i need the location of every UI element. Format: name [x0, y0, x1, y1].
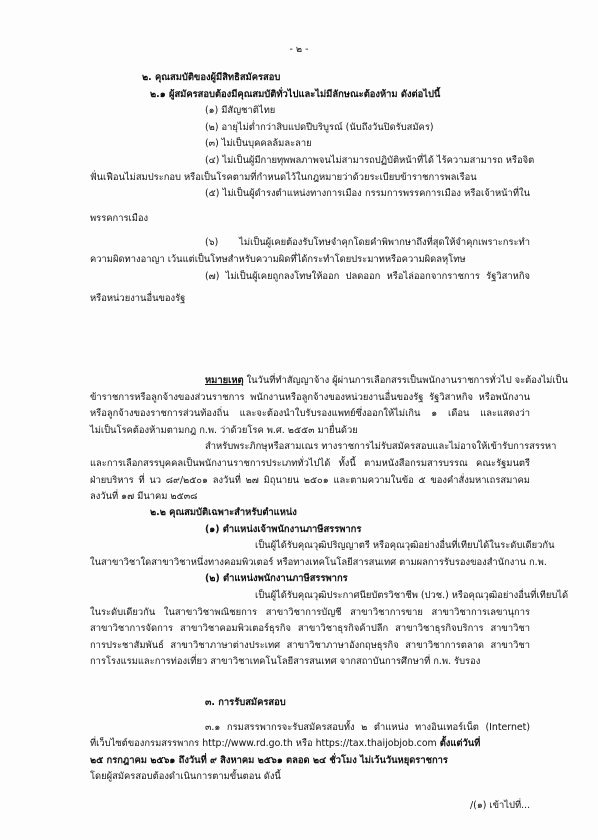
qualification-item-4-line-2: ฟั่นเฟือนไม่สมประกอบ หรือเป็นโรคตามที่กำหนดไว้ในกฎหมายว่าด้วยระเบียบข้าราชการพลเรือน [90, 171, 477, 183]
note-line-2: ข้าราชการหรือลูกจ้างของส่วนราชการ พนักงานหรือลูกจ้างของหน่วยงานอื่นของรัฐ รัฐวิสาหกิจ หรือพนักงาน [90, 391, 530, 403]
monk-note-line-1: สำหรับพระภิกษุหรือสามเณร ทางราชการไม่รับสมัครสอบและไม่อาจให้เข้ารับการสรรหา [205, 441, 557, 453]
section-3-heading: ๓. การรับสมัครสอบ [205, 697, 286, 708]
monk-note-line-2: และการเลือกสรรบุคคลเป็นพนักงานราชการประเภททั่วไปได้ ทั้งนี้ ตามหนังสือกรมสารบรรณ คณะรัฐมนตรี [90, 457, 530, 469]
qualification-item-7-line-1: (๗) ไม่เป็นผู้เคยถูกลงโทษให้ออก ปลดออก หรือไล่ออกจากราชการ รัฐวิสาหกิจ [205, 270, 530, 282]
section-3-1-line-1: ๓.๑ กรมสรรพากรจะรับสมัครสอบทั้ง ๒ ตำแหน่ง ทางอินเทอร์เน็ต (Internet) [205, 721, 530, 733]
qualification-item-3: (๓) ไม่เป็นบุคคลล้มละลาย [205, 138, 312, 150]
position-2-line-5: การโรงแรมและการท่องเที่ยว สาขาวิชาเทคโนโลยีสารสนเทศ จากสถาบันการศึกษาที่ ก.พ. รับรอง [90, 656, 481, 668]
continuation-footer: /(๑) เข้าไปที่... [470, 800, 531, 811]
qualification-item-7-line-2: หรือหน่วยงานอื่นของรัฐ [90, 293, 186, 305]
note-label: หมายเหตุ [205, 375, 244, 386]
note-line-4: ไม่เป็นโรคต้องห้ามตามกฎ ก.พ. ว่าด้วยโรค พ.ศ. ๒๕๕๓ มายื่นด้วย [90, 424, 358, 436]
note-block [90, 373, 568, 506]
section-3-1-websites: ที่เว็บไซต์ของกรมสรรพากร http://www.rd.go.th หรือ https://tax.thaijobjob.com [90, 738, 440, 750]
monk-note-line-3: ฝ่ายบริหาร ที่ นว ๘๙/๒๕๐๑ ลงวันที่ ๒๗ มิถุนายน ๒๕๐๑ และตามความในข้อ ๕ ของคำสั่งมหาเถรสมาคม [90, 474, 530, 486]
section-2-2-heading: ๒.๒ คุณสมบัติเฉพาะสำหรับตำแหน่ง [150, 507, 297, 518]
section-2-heading: ๒. คุณสมบัติของผู้มีสิทธิสมัครสอบ [142, 72, 281, 83]
position-2-line-2: ในระดับเดียวกัน ในสาขาวิชาพณิชยการ สาขาวิชาการบัญชี สาขาวิชาการขาย สาขาวิชาการเลขานุการ [90, 606, 530, 618]
qualification-item-5-line-2: พรรคการเมือง [90, 212, 149, 224]
position-2-heading: (๒) ตำแหน่งพนักงานภาษีสรรพากร [205, 573, 348, 585]
section-2 [90, 70, 535, 308]
position-1-line-1: เป็นผู้ได้รับคุณวุฒิปริญญาตรี หรือคุณวุฒิอย่างอื่นที่เทียบได้ในระดับเดียวกัน [255, 540, 555, 552]
position-2-line-4: การประชาสัมพันธ์ สาขาวิชาภาษาต่างประเทศ สาขาวิชาภาษาอังกฤษธุรกิจ สาขาวิชาการตลาด สาขาวิชา [90, 639, 530, 651]
section-3-1-line-2 [90, 736, 530, 753]
monk-note-line-4: ลงวันที่ ๑๗ มีนาคม ๒๕๓๘ [90, 491, 198, 503]
section-3-1-dates: ๒๕ กรกฎาคม ๒๕๖๑ ถึงวันที่ ๙ สิงหาคม ๒๕๖๑ ตลอด ๒๔ ชั่วโมง ไม่เว้นวันหยุดราชการ [90, 754, 448, 766]
qualification-item-2: (๒) อายุไม่ต่ำกว่าสิบแปดปีบริบูรณ์ (นับถึงวันปิดรับสมัคร) [205, 121, 434, 133]
position-2-line-1: เป็นผู้ได้รับคุณวุฒิประกาศนียบัตรวิชาชีพ (ปวช.) หรือคุณวุฒิอย่างอื่นที่เทียบได้ [255, 589, 569, 601]
position-1-heading: (๑) ตำแหน่งเจ้าพนักงานภาษีสรรพากร [205, 523, 362, 535]
qualification-item-4-line-1: (๔) ไม่เป็นผู้มีกายทุพพลภาพจนไม่สามารถปฏิบัติหน้าที่ได้ ไร้ความสามารถ หรือจิต [205, 154, 535, 166]
note-first-text: ในวันที่ทำสัญญาจ้าง ผู้ผ่านการเลือกสรรเป็นพนักงานราชการทั่วไป จะต้องไม่เป็น [243, 375, 568, 386]
note-first-line [90, 373, 568, 390]
qualification-item-6-line-1: (๖) ไม่เป็นผู้เคยต้องรับโทษจำคุกโดยคำพิพากษาถึงที่สุดให้จำคุกเพราะกระทำ [205, 237, 530, 249]
section-3-1-start-label: ตั้งแต่วันที่ [439, 738, 481, 750]
page-number: - ๒ - [289, 44, 309, 55]
section-3-1-line-4: โดยผู้สมัครสอบต้องดำเนินการตามขั้นตอน ดังนี้ [90, 771, 281, 783]
qualification-item-1: (๑) มีสัญชาติไทย [205, 105, 276, 117]
section-3 [90, 695, 530, 786]
qualification-item-6-line-2: ความผิดทางอาญา เว้นแต่เป็นโทษสำหรับความผิดที่ได้กระทำโดยประมาทหรือความผิดลหุโทษ [90, 253, 466, 265]
position-1-line-2: ในสาขาวิชาใดสาขาวิชาหนึ่งทางคอมพิวเตอร์ หรือทางเทคโนโลยีสารสนเทศ ตามผลการรับรองของสำนักงาน ก.พ. [90, 556, 547, 568]
section-2-1-heading: ๒.๑ ผู้สมัครสอบต้องมีคุณสมบัติทั่วไปและไม่มีลักษณะต้องห้าม ดังต่อไปนี้ [150, 88, 441, 100]
note-line-3: หรือลูกจ้างของราชการส่วนท้องถิ่น และจะต้องนำใบรับรองแพทย์ซึ่งออกให้ไม่เกิน ๑ เดือน และแสดงว่า [90, 408, 530, 420]
section-2-2 [90, 505, 569, 671]
qualification-item-5-line-1: (๕) ไม่เป็นผู้ดำรงตำแหน่งทางการเมือง กรรมการพรรคการเมือง หรือเจ้าหน้าที่ใน [205, 188, 530, 200]
position-2-line-3: สาขาวิชาการจัดการ สาขาวิชาคอมพิวเตอร์ธุรกิจ สาขาวิชาธุรกิจค้าปลีก สาขาวิชาธุรกิจบริการ สาขาวิชา [90, 623, 530, 635]
